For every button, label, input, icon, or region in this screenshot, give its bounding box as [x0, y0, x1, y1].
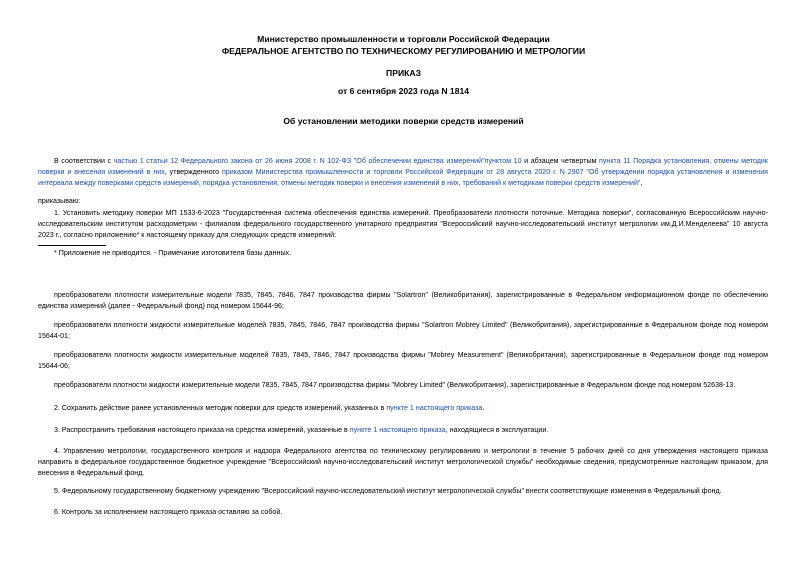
preamble-text-3: и абзацем четвертым: [521, 157, 600, 165]
footnote-divider: [38, 245, 106, 246]
ministry-name: Министерство промышленности и торговли Российской Федерации: [257, 34, 550, 44]
item-3-link[interactable]: пункте 1 настоящего приказа: [349, 426, 446, 434]
item-1: 1. Установить методику поверки МП 1533-6-2023 "Государственная система обеспечения единства измерений. Преобразователи плотности поточные. Методика поверки", согласованную Всероссийским научно-исследовательским институтом расходометрии - филиалом федерального государственного унитарного предприятия "Всероссийский научно-исследовательский институт метрологии им.Д.И.Менделеева" 10 августа 2023 г., согласно приложению* к настоящему приказу для следующих средств измерений:: [38, 209, 768, 239]
preamble-text-4: , утвержденного: [164, 168, 222, 176]
preamble-text-5: ,: [640, 179, 643, 187]
point-10-link[interactable]: пунктом 10: [484, 157, 522, 165]
device-item: преобразователи плотности измерительные модели 7835, 7845, 7846, 7847 производства фирмы "Solartron" (Великобритания), зарегистрированные в Федеральном информационном фонде по обеспечению единства измерений (далее - Федеральный фонд) под номером 15644-96;: [38, 291, 768, 310]
item-6: 6. Контроль за исполнением настоящего приказа оставляю за собой.: [54, 508, 283, 516]
point-11-link[interactable]: пункта 11 Порядка установления, отмены методик поверки и внесения изменений в них: [38, 157, 768, 176]
preamble-text-1: В соответствии с: [54, 157, 114, 165]
item-2: [54, 403, 768, 414]
item-3: [54, 425, 768, 436]
document-type: ПРИКАЗ: [386, 68, 421, 78]
device-item: преобразователи плотности жидкости измерительные моделей 7835, 7845, 7846, 7847 производства фирмы "Solartron Mobrey Limited" (Великобритания), зарегистрированные в Федеральном фонде под номером 15644-01;: [38, 321, 768, 340]
document-date-number: от 6 сентября 2023 года N 1814: [337, 86, 470, 96]
document-title: Об установлении методики поверки средств измерений: [283, 116, 524, 126]
item-2-tail: .: [482, 404, 485, 412]
item-3-text: 3. Распространить требования настоящего приказа на средства измерений, указанные в: [54, 426, 350, 434]
device-item: преобразователи плотности жидкости измерительные модели 7835, 7845, 7847 производства фирмы "Mobrey Limited" (Великобритания), зарегистрированные в Федеральном фонде под номером 52638-13.: [54, 381, 736, 389]
footnote: * Приложение не приводится. - Примечание изготовителя базы данных.: [54, 249, 292, 257]
item-2-text: 2. Сохранить действие ранее установленных методик поверки для средств измерений, указанных в: [54, 404, 387, 412]
order-word: приказываю:: [38, 197, 81, 205]
preamble-paragraph: [38, 156, 768, 189]
item-4: 4. Управлению метрологии, государственного контроля и надзора Федерального агентства по техническому регулированию и метрологии в течение 5 рабочих дней со дня утверждения настоящего приказа направить в федеральное государственное бюджетное учреждение "Всероссийский научно-исследовательский институт метрологической службы" необходимые сведения, предусмотренные настоящим приказом, для внесения в Федеральный фонд.: [38, 447, 768, 477]
item-5: 5. Федеральному государственному бюджетному учреждению "Всероссийский научно-исследовательский институт метрологической службы" внести соответствующие изменения в Федеральный фонд.: [54, 487, 722, 495]
device-item: преобразователи плотности жидкости измерительные моделей 7835, 7845, 7846, 7847 производства фирмы "Mobrey Measurement" (Великобритания), зарегистрированные в Федеральном фонде под номером 15644-06;: [38, 351, 768, 370]
item-2-link[interactable]: пункте 1 настоящего приказа: [386, 404, 483, 412]
ministry-order-link[interactable]: приказом Министерства промышленности и торговли Российской Федерации от 28 августа 2020 г. N 2907 "Об утверждении порядка установления и изменения интервала между поверками средств измерений, порядка установления, отмены методик поверки и внесения изменений в них, требований к методикам поверки средств измерений": [38, 168, 768, 187]
item-3-tail: , находящиеся в эксплуатации.: [445, 426, 549, 434]
agency-name: ФЕДЕРАЛЬНОЕ АГЕНТСТВО ПО ТЕХНИЧЕСКОМУ РЕГУЛИРОВАНИЮ И МЕТРОЛОГИИ: [221, 46, 586, 56]
federal-law-link[interactable]: частью 1 статьи 12 Федерального закона от 26 июня 2008 г. N 102-ФЗ "Об обеспечении единства измерений": [113, 157, 485, 165]
